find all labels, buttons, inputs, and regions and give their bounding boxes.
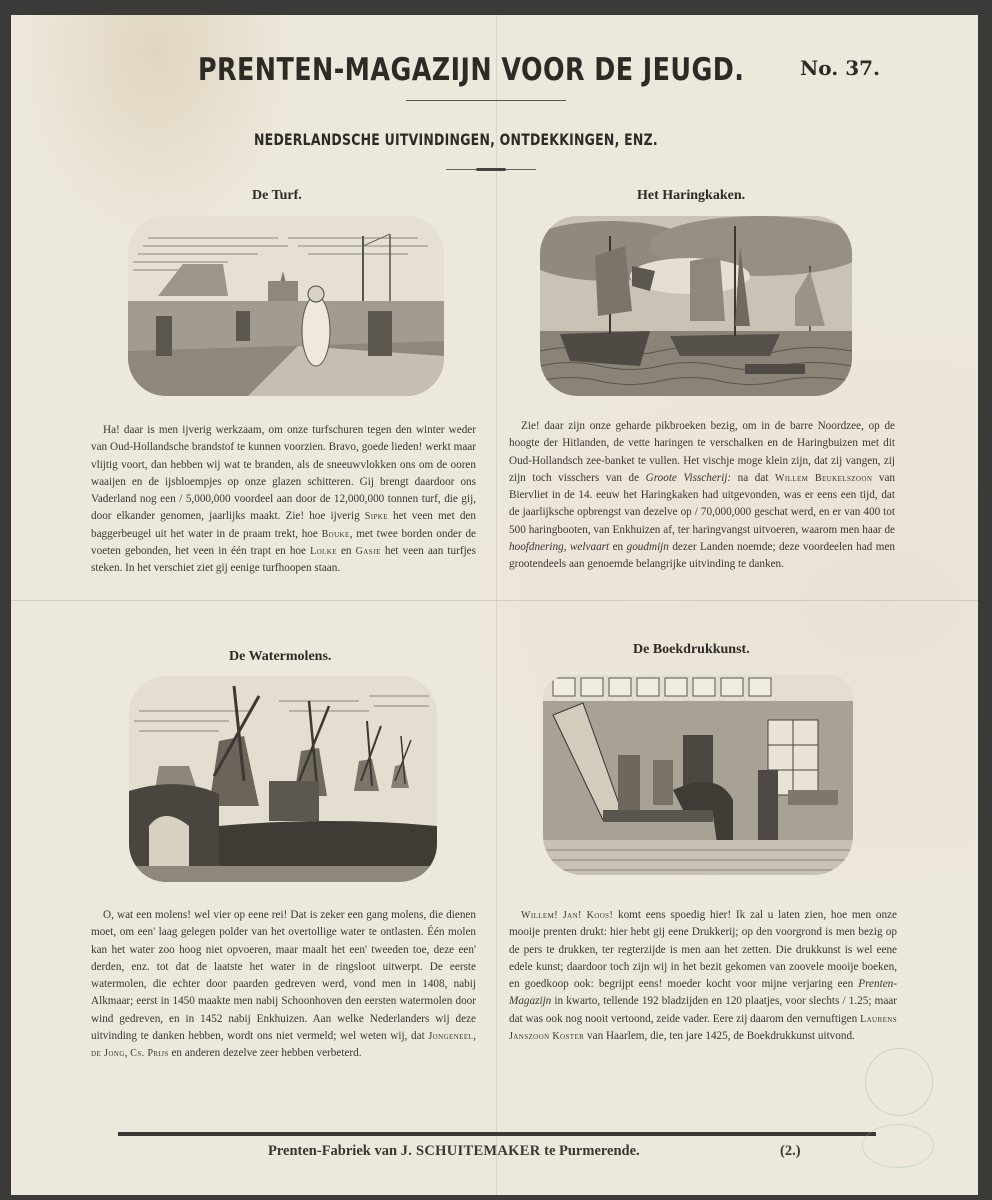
publisher-name: J. SCHUITEMAKER <box>400 1143 541 1159</box>
library-stamp-icon <box>865 1048 933 1116</box>
issue-number: No. 37. <box>800 56 880 80</box>
section-heading-herring: Het Haringkaken. <box>637 188 746 203</box>
publisher-imprint <box>268 1143 640 1160</box>
section-heading-windmills: De Watermolens. <box>229 649 332 664</box>
vertical-fold-line <box>496 15 497 1195</box>
page-number: (2.) <box>780 1143 801 1159</box>
peat-cutting-engraving-icon <box>128 216 444 396</box>
publisher-suffix: te Purmerende. <box>544 1143 640 1159</box>
illustration-printing-workshop <box>543 675 853 875</box>
footer-rule <box>118 1132 876 1136</box>
printing-press-engraving-icon <box>543 675 853 875</box>
illustration-herring-fishing <box>540 216 852 396</box>
section-heading-turf: De Turf. <box>252 188 302 203</box>
herring-boats-engraving-icon <box>540 216 852 396</box>
horizontal-fold-line <box>11 600 978 601</box>
ornamental-divider <box>446 168 536 171</box>
library-stamp-oval-icon <box>862 1124 934 1168</box>
page-title: PRENTEN-MAGAZIJN VOOR DE JEUGD. <box>198 52 745 88</box>
publisher-prefix: Prenten-Fabriek van <box>268 1143 398 1159</box>
section-heading-printing: De Boekdrukkunst. <box>633 642 750 657</box>
windmills-engraving-icon <box>129 676 437 882</box>
section-text-printing: Willem! Jan! Koos! komt eens spoedig hier! Ik zal u laten zien, hoe men onze mooije prenten drukt: hier hebt gij eene Drukkerij; op den voorgrond is men bezig op de pers te drukken, ter regterzijde is men aan het zetten. Die drukkunst is wel eene edele kunst; daardoor toch zijn wij in het bezit gekomen van zoovele mooije boeken, en goedkoop ook: begrijpt eens! moeder kocht voor mijne verjaring een Prenten-Magazijn in kwarto, tellende 192 bladzijden en 120 plaatjes, voor slechts / 1.25; maar dat was ook nog nooit vertoond, zeide vader. Eere zij daarom den vernuftigen Laurens Janszoon Koster van Haarlem, die, ten jare 1425, de Boekdrukkunst uitvond. <box>509 909 897 1043</box>
title-divider <box>406 100 566 101</box>
illustration-windmills <box>129 676 437 882</box>
page-subtitle: NEDERLANDSCHE UITVINDINGEN, ONTDEKKINGEN, ENZ. <box>254 130 658 149</box>
section-text-herring: Zie! daar zijn onze geharde pikbroeken bezig, om in de barre Noordzee, op de hoogte der Hitlanden, de vette haringen te verschalken en de Haringbuizen met dit Oud-Hollandsch zee-banket te vullen. Het vischje moge klein zijn, dat zij vangen, zij zijn toch visschers van de Groote Visscherij: na dat Willem Beukelszoon van Biervliet in de 14. eeuw het Haringkaken had uitgevonden, was er eens een tijd, dat de jaarlijksche opbrengst van dezelve op / 70,000,000 geschat werd, en er van 400 tot 500 haringbooten, van Enkhuizen af, ter haringvangst uitvoeren, waarom men haar de hoofdnering, welvaart en goudmijn dezer Landen noemde; deze voordeelen had men grootendeels aan genoemde belangrijke uitvinding te danken. <box>509 420 896 571</box>
illustration-peat-cutting <box>128 216 444 396</box>
section-text-windmills: O, wat een molens! wel vier op eene rei! Dat is zeker een gang molens, die dienen moet, om een' laag gelegen polder van het overtollige water te ontlasten. Één molen kan het water zoo hoog niet opvoeren, maar maalt het een' tweeden toe, deze een' derden, enz. tot dat de laatste het water in de ringsloot uitwerpt. De eerste watermolen, die echter door paarden gedreven werd, vond men in 1408, nabij Alkmaar; eerst in 1450 maakte men nabij Schoonhoven den eersten watermolen door wind gedreven, en in 1452 nabij Enkhuizen. Aan welke Nederlanders wij deze uitvinding te danken hebben, wordt ons niet vermeld; wel weten wij, dat Jongeneel, de Jong, Cs. Prijs en anderen dezelve zeer hebben verbeterd. <box>91 909 476 1060</box>
section-text-turf: Ha! daar is men ijverig werkzaam, om onze turfschuren tegen den winter weder van Oud-Hollandsche brandstof te kunnen voorzien. Bravo, goede lieden! werkt maar vlijtig voort, dan hebben wij wat te branden, als de sneeuwvlokken ons om de ooren waaijen en de ijsbloempjes op onze glazen schitteren. Gij brengt daardoor ons Vaderland nog een / 5,000,000 voordeel aan door de 12,000,000 tonnen turf, die gij, door elkander genomen, jaarlijks maakt. Zie! hoe ijverig Sipke het veen met den baggerbeugel uit het water in de praam trekt, hoe Bouke, met twee borden onder de voeten gebonden, het veen in één trapt en hoe Lolke en Gasje het veen aan turfjes steken. In het verschiet ziet gij eenige turfhoopen staan. <box>91 424 477 575</box>
